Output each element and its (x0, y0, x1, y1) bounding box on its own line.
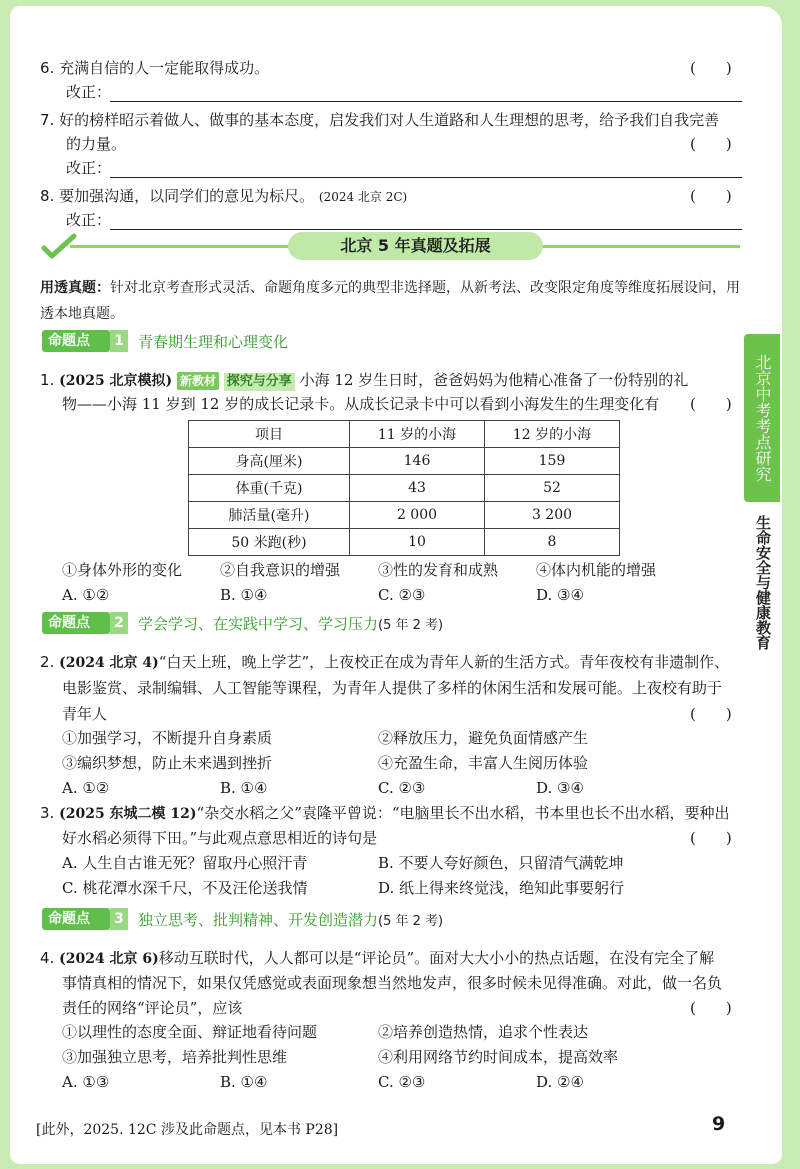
topic-title-text: 学会学习、在实践中学习、学习压力 (138, 615, 379, 633)
side-tab-unit: 生命安全与健康教育 (754, 515, 772, 650)
choice-c[interactable]: C. ②③ (378, 779, 426, 797)
table-cell: 8 (485, 529, 620, 556)
table-cell: 146 (350, 448, 485, 475)
question-text: 移动互联时代，人人都可以是“评论员”。面对大大小小的热点话题，在没有完全了解 (158, 949, 715, 967)
table-header: 12 岁的小海 (485, 421, 620, 448)
page-number: 9 (712, 1113, 726, 1135)
topic-number: 3 (110, 908, 128, 930)
table-header: 11 岁的小海 (350, 421, 485, 448)
question-number: 2. (40, 653, 55, 671)
table-row (189, 502, 620, 529)
item-number: 8. (40, 187, 55, 205)
question-1-cont: 物——小海 11 岁到 12 岁的成长记录卡。从成长记录卡中可以看到小海发生的生理变化有 (62, 395, 660, 413)
topic-header-2 (42, 612, 742, 634)
question-1 (40, 370, 688, 391)
question-text: 小海 12 岁生日时，爸爸妈妈为他精心准备了一份特别的礼 (299, 371, 689, 389)
question-4 (40, 948, 714, 969)
table-cell: 10 (350, 529, 485, 556)
topic-tag: 命题点 (42, 330, 110, 352)
answer-paren[interactable]: ( ) (690, 187, 732, 205)
statement-option: ①以理性的态度全面、辩证地看待问题 (62, 1023, 318, 1041)
intro-line-1 (40, 275, 740, 301)
question-text: “白天上班，晚上学艺”，上夜校正在成为青年人新的生活方式。青年夜校有非遗制作、 (158, 653, 730, 671)
correction-line[interactable] (110, 177, 742, 178)
table-header-row (189, 421, 620, 448)
topic-frequency: (5 年 2 考) (378, 618, 444, 633)
question-2 (40, 652, 729, 673)
choice-b[interactable]: B. ①④ (220, 1073, 268, 1091)
topic-frequency: (5 年 2 考) (378, 914, 444, 929)
question-4-cont: 责任的网络“评论员”，应该 (62, 999, 243, 1017)
choice-c[interactable]: C. 桃花潭水深千尺，不及汪伦送我情 (62, 879, 308, 897)
item-source: (2024 北京 2C) (318, 190, 408, 204)
question-3-cont: 好水稻必须得下田。”与此观点意思相近的诗句是 (62, 829, 378, 847)
table-cell: 身高(厘米) (189, 448, 350, 475)
topic-header-1 (42, 330, 742, 352)
question-source: (2025 北京模拟) (59, 373, 173, 389)
statement-option: ③编织梦想，防止未来遇到挫折 (62, 754, 273, 772)
table-cell: 159 (485, 448, 620, 475)
section-banner (40, 232, 740, 262)
answer-paren[interactable]: ( ) (690, 705, 732, 723)
intro-line-2: 透本地真题。 (40, 306, 124, 322)
side-tab-chapter[interactable]: 北京中考考点研究 (744, 334, 780, 502)
choice-b[interactable]: B. 不要人夸好颜色，只留清气满乾坤 (378, 854, 624, 872)
statement-option: ②释放压力，避免负面情感产生 (378, 729, 589, 747)
statement-option: ②培养创造热情，追求个性表达 (378, 1023, 589, 1041)
table-cell: 52 (485, 475, 620, 502)
answer-paren[interactable]: ( ) (690, 59, 732, 77)
correction-line[interactable] (110, 101, 742, 102)
topic-title (138, 909, 443, 930)
section-title: 北京 5 年真题及拓展 (288, 232, 543, 260)
table-cell: 43 (350, 475, 485, 502)
choice-c[interactable]: C. ②③ (378, 586, 426, 604)
intro-text: 针对北京考查形式灵活、命题角度多元的典型非选择题，从新考法、改变限定角度等维度拓展设问，用 (110, 280, 740, 296)
answer-paren[interactable]: ( ) (690, 999, 732, 1017)
topic-number: 2 (110, 612, 128, 634)
table-cell: 肺活量(毫升) (189, 502, 350, 529)
intro-label: 用透真题： (40, 280, 110, 296)
item-text: 充满自信的人一定能取得成功。 (59, 59, 270, 77)
item-6 (40, 58, 269, 78)
choice-b[interactable]: B. ①④ (220, 779, 268, 797)
statement-option: ②自我意识的增强 (220, 561, 341, 579)
choice-d[interactable]: D. ③④ (536, 586, 584, 604)
topic-title (138, 613, 443, 634)
topic-number: 1 (110, 330, 128, 352)
statement-option: ①加强学习，不断提升自身素质 (62, 729, 273, 747)
footnote: [此外，2025. 12C 涉及此命题点，见本书 P28] (36, 1122, 339, 1138)
item-number: 7. (40, 111, 55, 129)
item-7 (40, 110, 719, 130)
table-row (189, 448, 620, 475)
new-textbook-badge: 新教材 (177, 372, 219, 390)
choice-a[interactable]: A. ①② (62, 779, 110, 797)
question-2-cont: 青年人 (62, 705, 108, 723)
table-row (189, 475, 620, 502)
item-number: 6. (40, 59, 55, 77)
choice-b[interactable]: B. ①④ (220, 586, 268, 604)
topic-title-text: 青春期生理和心理变化 (138, 333, 289, 351)
table-row (189, 529, 620, 556)
choice-a[interactable]: A. 人生自古谁无死？留取丹心照汗青 (62, 854, 308, 872)
choice-a[interactable]: A. ①② (62, 586, 110, 604)
explore-badge: 探究与分享 (224, 373, 295, 391)
statement-option: ④充盈生命，丰富人生阅历体验 (378, 754, 589, 772)
answer-paren[interactable]: ( ) (690, 829, 732, 847)
statement-option: ④体内机能的增强 (536, 561, 657, 579)
question-3 (40, 803, 730, 824)
question-2-cont: 电影鉴赏、录制编辑、人工智能等课程，为青年人提供了多样的休闲生活和发展可能。上夜校有助于 (62, 679, 723, 697)
table-cell: 2 000 (350, 502, 485, 529)
correction-label: 改正： (66, 211, 112, 229)
question-source: (2024 北京 6) (59, 951, 159, 967)
topic-tag: 命题点 (42, 612, 110, 634)
topic-header-3 (42, 908, 742, 930)
question-number: 4. (40, 949, 55, 967)
choice-a[interactable]: A. ①③ (62, 1073, 110, 1091)
topic-title (138, 331, 288, 352)
choice-d[interactable]: D. 纸上得来终觉浅，绝知此事要躬行 (378, 879, 625, 897)
correction-label: 改正： (66, 159, 112, 177)
question-source: (2025 东城二模 12) (59, 806, 197, 822)
item-7-cont: 的力量。 (66, 135, 127, 153)
correction-line[interactable] (110, 229, 742, 230)
statement-option: ①身体外形的变化 (62, 561, 183, 579)
answer-paren[interactable]: ( ) (690, 395, 732, 413)
question-number: 1. (40, 371, 55, 389)
question-source: (2024 北京 4) (59, 655, 159, 671)
table-cell: 3 200 (485, 502, 620, 529)
choice-c[interactable]: C. ②③ (378, 1073, 426, 1091)
answer-paren[interactable]: ( ) (690, 135, 732, 153)
correction-label: 改正： (66, 83, 112, 101)
item-text: 好的榜样昭示着做人、做事的基本态度，启发我们对人生道路和人生理想的思考，给予我们自我完善 (59, 111, 720, 129)
growth-record-table (188, 420, 620, 556)
table-cell: 50 米跑(秒) (189, 529, 350, 556)
question-number: 3. (40, 804, 55, 822)
topic-title-text: 独立思考、批判精神、开发创造潜力 (138, 911, 379, 929)
table-cell: 体重(千克) (189, 475, 350, 502)
choice-d[interactable]: D. ②④ (536, 1073, 584, 1091)
item-text: 要加强沟通，以同学们的意见为标尺。 (59, 187, 315, 205)
question-text: “杂交水稻之父”袁隆平曾说：“电脑里长不出水稻，书本里也长不出水稻，要种出 (196, 804, 730, 822)
table-header: 项目 (189, 421, 350, 448)
item-8 (40, 186, 407, 207)
statement-option: ③加强独立思考，培养批判性思维 (62, 1048, 288, 1066)
question-4-cont: 事情真相的情况下，如果仅凭感觉或表面现象想当然地发声，很多时候未见得准确。对此，做一名负 (62, 974, 723, 992)
topic-tag: 命题点 (42, 908, 110, 930)
choice-d[interactable]: D. ③④ (536, 779, 584, 797)
statement-option: ③性的发育和成熟 (378, 561, 499, 579)
statement-option: ④利用网络节约时间成本，提高效率 (378, 1048, 619, 1066)
